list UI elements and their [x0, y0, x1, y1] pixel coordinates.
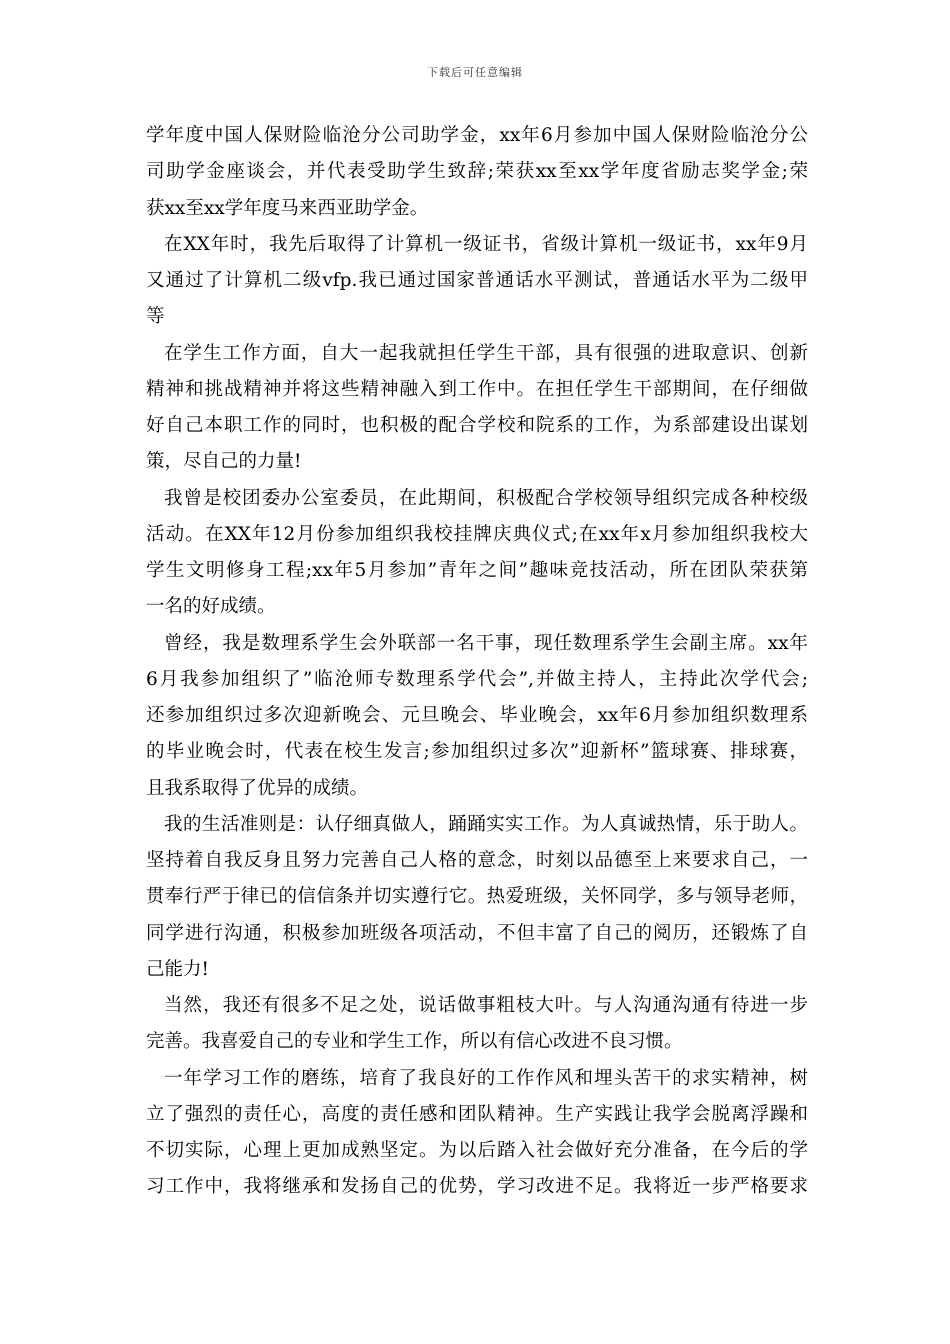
text-line: 等 — [146, 306, 165, 328]
text-line: 不切实际，心理上更加成熟坚定。为以后踏入社会做好充分准备，在今后的学 — [146, 1140, 808, 1161]
text-line: 且我系取得了优异的成绩。 — [146, 777, 369, 799]
text-line: 完善。我喜爱自己的专业和学生工作，所以有信心改进不良习惯。 — [146, 1031, 683, 1053]
document-body — [146, 118, 808, 1206]
text-line: 己能力! — [146, 958, 209, 980]
text-line: 坚持着自我反身且努力完善自己人格的意念，时刻以品德至上来要求自己，一 — [146, 850, 808, 871]
text-line: 立了强烈的责任心，高度的责任感和团队精神。生产实践让我学会脱离浮躁和 — [146, 1103, 808, 1125]
text-line: 贯奉行严于律已的信信条并切实遵行它。热爱班级，关怀同学，多与领导老师， — [146, 886, 808, 908]
paragraph-start-line: 我曾是校团委办公室委员，在此期间，积极配合学校领导组织完成各种校级 — [164, 487, 808, 509]
paragraph-start-line: 曾经，我是数理系学生会外联部一名干事，现任数理系学生会副主席。xx年 — [164, 632, 808, 654]
text-line: 好自己本职工作的同时，也积极的配合学校和院系的工作，为系部建设出谋划 — [146, 415, 808, 436]
paragraph-start-line: 在XX年时，我先后取得了计算机一级证书，省级计算机一级证书，xx年9月 — [164, 233, 808, 255]
paragraph-start-line: 我的生活准则是：认仔细真做人，踊踊实实工作。为人真诚热情，乐于助人。 — [164, 813, 808, 835]
text-line: 活动。在XX年12月份参加组织我校挂牌庆典仪式;在xx年x月参加组织我校大 — [146, 523, 808, 545]
paragraph-start-line: 当然，我还有很多不足之处，说话做事粗枝大叶。与人沟通沟通有待进一步 — [164, 995, 808, 1016]
text-line: 策，尽自己的力量! — [146, 451, 302, 473]
paragraph-start-line: 一年学习工作的磨练，培育了我良好的工作作风和埋头苦干的求实精神，树 — [164, 1067, 808, 1089]
text-line: 精神和挑战精神并将这些精神融入到工作中。在担任学生干部期间，在仔细做 — [146, 378, 808, 400]
text-line: 还参加组织过多次迎新晚会、元旦晚会、毕业晚会，xx年6月参加组织数理系 — [146, 705, 808, 726]
text-line: 司助学金座谈会，并代表受助学生致辞;荣获xx至xx学年度省励志奖学金;荣 — [146, 161, 808, 183]
text-line: 的毕业晚会时，代表在校生发言;参加组织过多次”迎新杯”篮球赛、排球赛， — [146, 741, 808, 763]
text-line: 获xx至xx学年度马来西亚助学金。 — [146, 197, 429, 219]
text-line: 同学进行沟通，积极参加班级各项活动，不但丰富了自己的阅历，还锻炼了自 — [146, 922, 808, 944]
text-line: 学年度中国人保财险临沧分公司助学金，xx年6月参加中国人保财险临沧分公 — [146, 125, 808, 146]
page-header: 下载后可任意编辑 — [427, 66, 523, 79]
text-line: 又通过了计算机二级vfp.我已通过国家普通话水平测试，普通话水平为二级甲 — [146, 270, 808, 291]
paragraph-start-line: 在学生工作方面，自大一起我就担任学生干部，具有很强的进取意识、创新 — [164, 342, 808, 364]
text-line: 习工作中，我将继承和发扬自己的优势，学习改进不足。我将近一步严格要求 — [146, 1176, 808, 1198]
text-line: 一名的好成绩。 — [146, 596, 276, 618]
text-line: 6月我参加组织了”临沧师专数理系学代会”,并做主持人，主持此次学代会; — [146, 668, 808, 690]
text-line: 学生文明修身工程;xx年5月参加”青年之间”趣味竞技活动，所在团队荣获第 — [146, 560, 808, 581]
